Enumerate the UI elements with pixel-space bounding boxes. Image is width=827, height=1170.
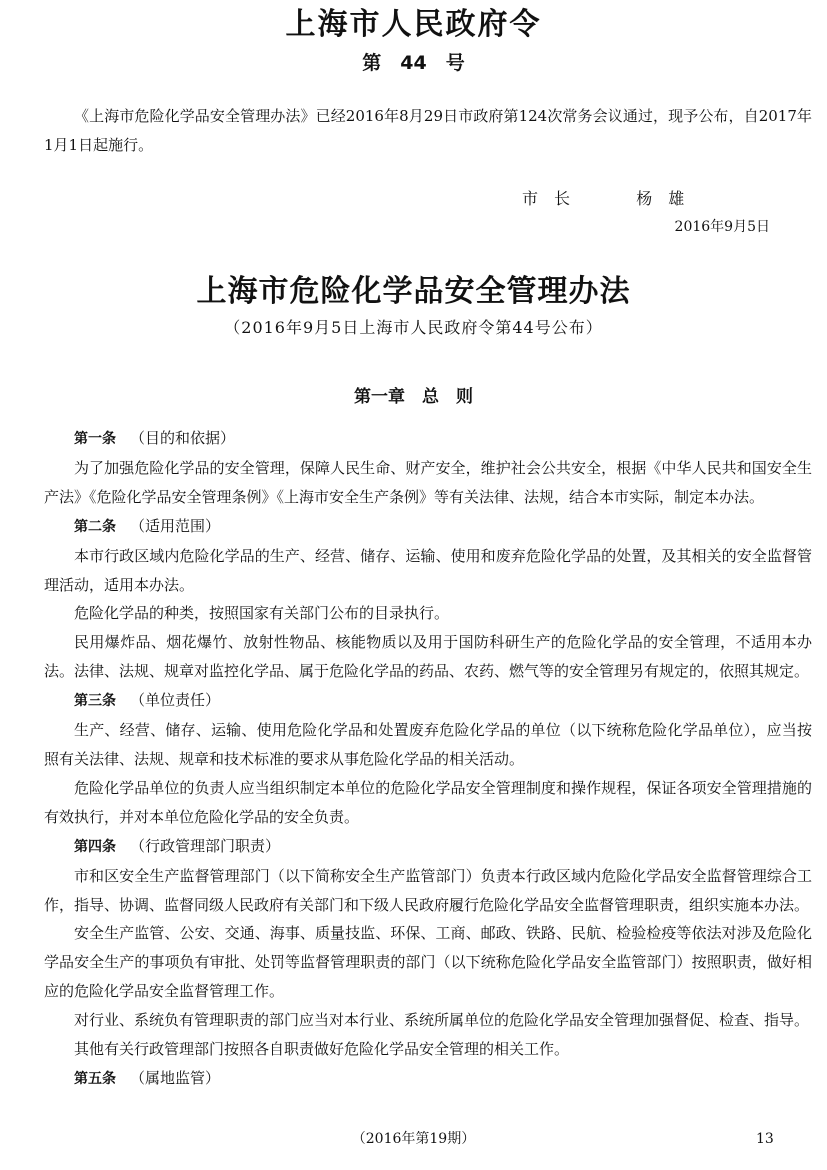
article-paragraph: 民用爆炸品、烟花爆竹、放射性物品、核能物质以及用于国防科研生产的危险化学品的安全管理，不适用本办法。法律、法规、规章对监控化学品、属于危险化学品的药品、农药、燃气等的安全管理另有规定的，依照其规定。 (44, 633, 812, 681)
document-title: 上海市危险化学品安全管理办法 (196, 274, 631, 309)
article-heading (44, 512, 812, 542)
article-label: 第四条 (74, 838, 116, 855)
article-label: 第一条 (74, 431, 116, 447)
decree-date: 2016年9月5日 (674, 219, 770, 235)
mayor-signature (522, 186, 684, 212)
order-number: 第 44 号 (362, 52, 465, 74)
article-paragraph: 危险化学品单位的负责人应当组织制定本单位的危险化学品安全管理制度和操作规程，保证各项安全管理措施的有效执行，并对本单位危险化学品的安全负责。 (44, 778, 812, 826)
order-title: 上海市人民政府令 (285, 7, 542, 42)
page-number: 13 (756, 1131, 774, 1147)
article-paragraph: 本市行政区域内危险化学品的生产、经营、储存、运输、使用和废弃危险化学品的处置，及其相关的安全监督管理活动，适用本办法。 (44, 546, 812, 594)
mayor-label: 市 长 (522, 189, 571, 208)
article-paragraph: 生产、经营、储存、运输、使用危险化学品和处置废弃危险化学品的单位（以下统称危险化学品单位），应当按照有关法律、法规、规章和技术标准的要求从事危险化学品的相关活动。 (44, 721, 812, 768)
article-heading (44, 832, 812, 862)
article-topic: （适用范围） (130, 516, 221, 535)
article-label: 第三条 (74, 693, 116, 710)
article-topic: （单位责任） (130, 691, 221, 710)
mayor-name: 杨 雄 (636, 189, 685, 208)
article-heading (44, 1064, 812, 1094)
article-label: 第二条 (74, 518, 116, 535)
article-topic: （目的和依据） (130, 429, 236, 447)
article-label: 第五条 (74, 1070, 116, 1087)
article-topic: （属地监管） (130, 1068, 221, 1087)
document-subtitle: （2016年9月5日上海市人民政府令第44号公布） (224, 318, 603, 337)
article-topic: （行政管理部门职责） (130, 836, 281, 855)
article-heading (44, 424, 812, 454)
article-paragraph: 市和区安全生产监督管理部门（以下简称安全生产监管部门）负责本行政区域内危险化学品安全监督管理综合工作，指导、协调、监督同级人民政府有关部门和下级人民政府履行危险化学品安全监督管理职责，组织实施本办法。 (44, 866, 812, 914)
article-heading (44, 686, 812, 716)
article-paragraph: 危险化学品的种类，按照国家有关部门公布的目录执行。 (74, 604, 450, 623)
article-paragraph: 安全生产监管、公安、交通、海事、质量技监、环保、工商、邮政、铁路、民航、检验检疫等依法对涉及危险化学品安全生产的事项负有审批、处罚等监督管理职责的部门（以下统称危险化学品安全监管部门）按照职责，做好相应的危险化学品安全监督管理工作。 (44, 924, 812, 1001)
issue-label: （2016年第19期） (351, 1131, 476, 1147)
article-paragraph: 为了加强危险化学品的安全管理，保障人民生命、财产安全，维护社会公共安全，根据《中华人民共和国安全生产法》《危险化学品安全管理条例》《上海市安全生产条例》等有关法律、法规，结合本市实际，制定本办法。 (44, 458, 812, 506)
articles-body (44, 424, 812, 1094)
article-paragraph: 其他有关行政管理部门按照各自职责做好危险化学品安全管理的相关工作。 (74, 1040, 570, 1059)
chapter-title: 第一章 总 则 (354, 387, 473, 407)
article-paragraph: 对行业、系统负有管理职责的部门应当对本行业、系统所属单位的危险化学品安全管理加强督促、检查、指导。 (74, 1011, 810, 1030)
decree-text: 《上海市危险化学品安全管理办法》已经2016年8月29日市政府第124次常务会议通过，现予公布，自2017年1月1日起施行。 (44, 107, 812, 154)
